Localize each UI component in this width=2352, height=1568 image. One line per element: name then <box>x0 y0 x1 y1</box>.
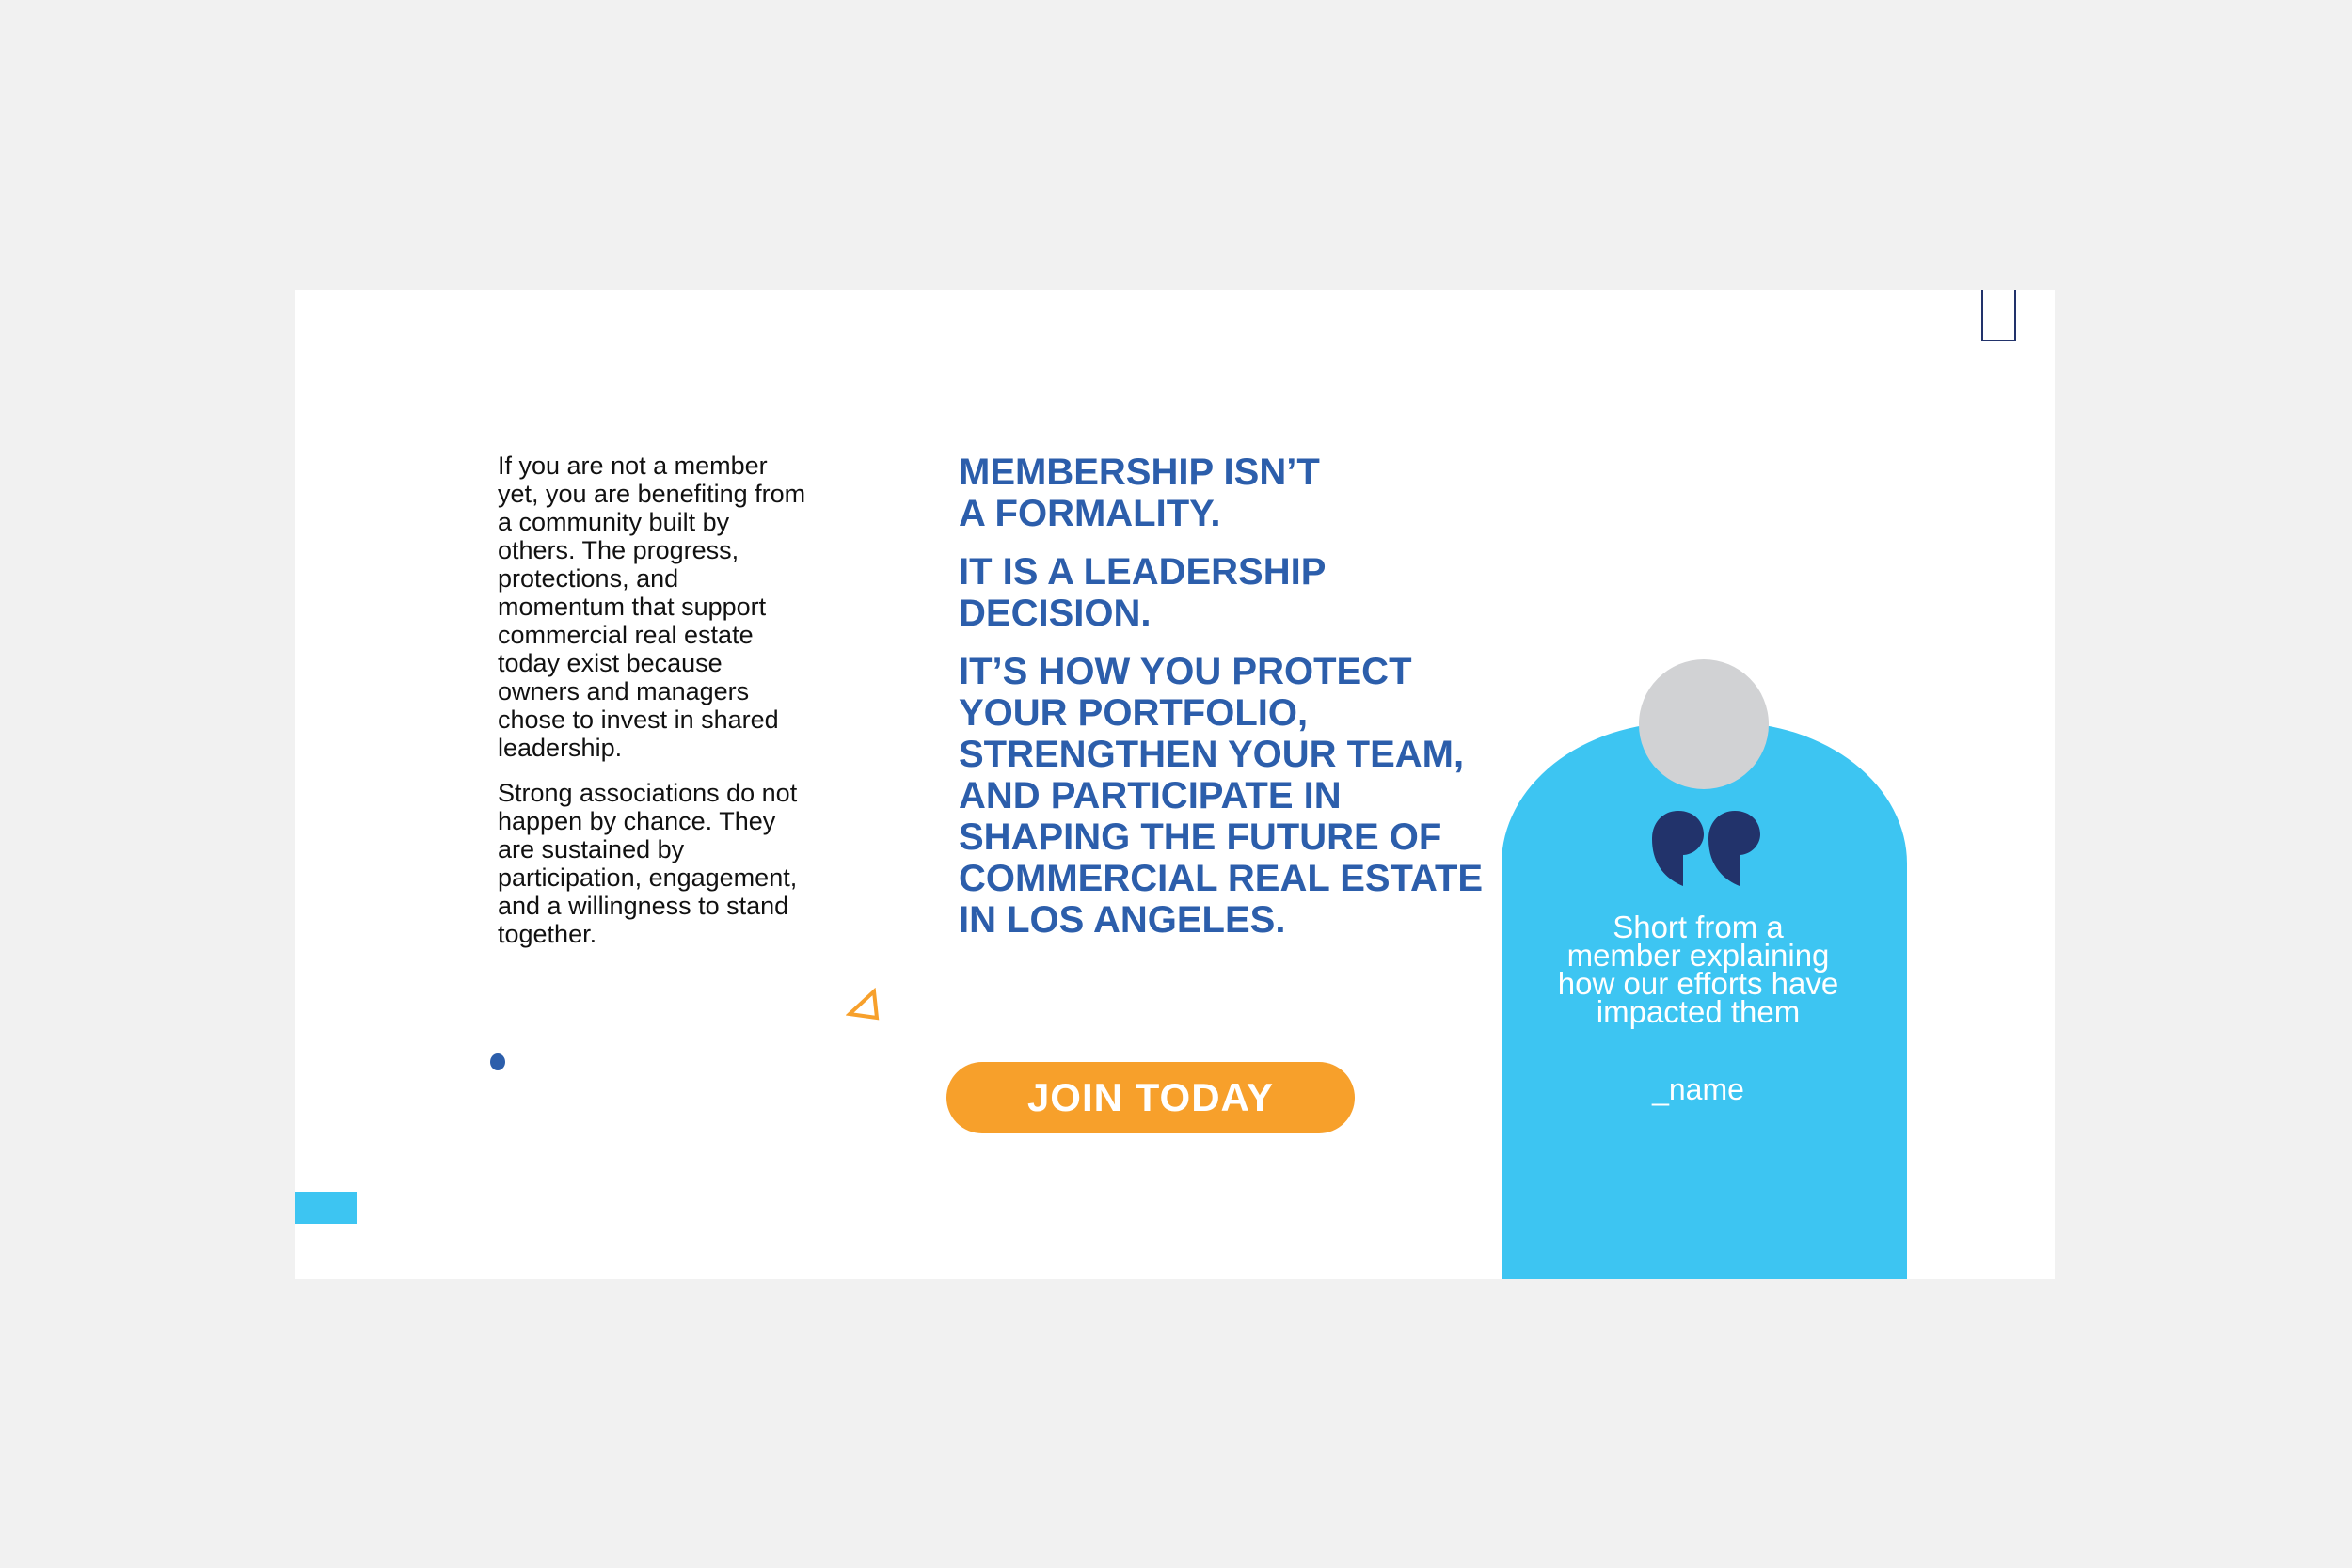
intro-paragraph: Strong associations do not happen by chance. They are sustained by participation, engagement, and a willingness to stand together. <box>498 779 798 948</box>
triangle-decoration-icon <box>846 988 883 1025</box>
decorative-outline-rectangle <box>1981 290 2016 341</box>
intro-paragraph: If you are not a member yet, you are benefiting from a community built by others. The progress, protections, and momentum that support commercial real estate today exist because owners and managers chose to invest in shared leadership. <box>498 451 806 762</box>
headline <box>959 451 1486 958</box>
headline-line: MEMBERSHIP ISN’T A FORMALITY. <box>959 451 1320 534</box>
headline-line: IT IS A LEADERSHIP DECISION. <box>959 551 1326 634</box>
quote-icon <box>1650 809 1763 889</box>
member-avatar <box>1639 659 1769 789</box>
intro-text <box>498 451 808 965</box>
membership-card <box>295 290 2055 1279</box>
dot-decoration <box>490 1053 505 1070</box>
cyan-block-decoration <box>295 1192 357 1224</box>
headline-line: IT’S HOW YOU PROTECT YOUR PORTFOLIO, STRENGTHEN YOUR TEAM, AND PARTICIPATE IN SHAPING THE FUTURE OF COMMERCIAL REAL ESTATE IN LOS ANGELES. <box>959 651 1484 941</box>
join-today-button[interactable]: JOIN TODAY <box>946 1062 1355 1133</box>
testimonial-name: _name <box>1652 1072 1744 1106</box>
testimonial-quote: Short from a member explaining how our efforts have impacted them <box>1557 910 1839 1029</box>
